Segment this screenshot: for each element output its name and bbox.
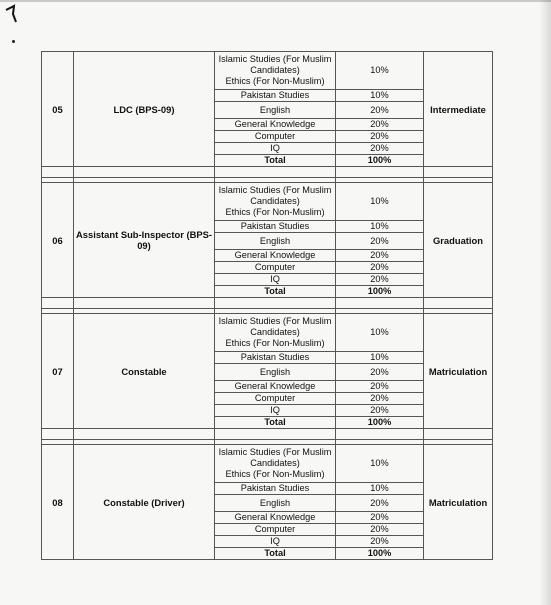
post-title: Constable (Driver) <box>74 445 215 560</box>
separator-cell <box>424 167 493 178</box>
table-row <box>42 314 493 352</box>
marks-cell: 10% <box>336 352 424 364</box>
marks-cell: 100% <box>336 286 424 298</box>
marks-cell: 20% <box>336 233 424 250</box>
marks-cell: 20% <box>336 250 424 262</box>
subject-cell: Pakistan Studies <box>215 90 336 102</box>
table-row <box>42 445 493 483</box>
marks-cell: 20% <box>336 536 424 548</box>
subject-cell <box>215 183 336 221</box>
separator-cell <box>336 167 424 178</box>
marks-cell: 10% <box>336 221 424 233</box>
separator-cell <box>215 167 336 178</box>
subject-cell: General Knowledge <box>215 512 336 524</box>
subject-cell: General Knowledge <box>215 250 336 262</box>
subject-cell: English <box>215 495 336 512</box>
subject-cell: Total <box>215 548 336 560</box>
scan-right-shadow <box>539 0 551 605</box>
separator-row <box>42 298 493 309</box>
marks-cell: 100% <box>336 417 424 429</box>
marks-cell: 20% <box>336 262 424 274</box>
subject-cell <box>215 445 336 483</box>
exam-syllabus-table <box>41 51 493 560</box>
qualification: Matriculation <box>424 314 493 429</box>
subject-cell: Pakistan Studies <box>215 352 336 364</box>
subject-islamiat: Islamic Studies (For Muslim Candidates) <box>218 54 332 75</box>
marks-cell: 20% <box>336 381 424 393</box>
marks-cell: 20% <box>336 364 424 381</box>
separator-row <box>42 429 493 440</box>
subject-cell: English <box>215 233 336 250</box>
subject-ethics: Ethics (For Non-Muslim) <box>225 76 325 86</box>
marks-cell: 20% <box>336 143 424 155</box>
marks-cell: 20% <box>336 274 424 286</box>
marks-cell: 20% <box>336 131 424 143</box>
qualification: Intermediate <box>424 52 493 167</box>
marks-cell: 100% <box>336 548 424 560</box>
separator-cell <box>42 167 74 178</box>
marks-cell: 10% <box>336 90 424 102</box>
subject-cell: Computer <box>215 524 336 536</box>
separator-cell <box>424 298 493 309</box>
marks-cell: 10% <box>336 52 424 90</box>
marks-cell: 10% <box>336 483 424 495</box>
separator-cell <box>336 429 424 440</box>
marks-cell: 100% <box>336 155 424 167</box>
separator-cell <box>215 298 336 309</box>
subject-cell: English <box>215 102 336 119</box>
scan-top-edge <box>0 0 551 2</box>
separator-cell <box>74 429 215 440</box>
marks-cell: 10% <box>336 314 424 352</box>
marks-cell: 20% <box>336 524 424 536</box>
post-title: Assistant Sub-Inspector (BPS-09) <box>74 183 215 298</box>
post-title: Constable <box>74 314 215 429</box>
post-title: LDC (BPS-09) <box>74 52 215 167</box>
subject-ethics: Ethics (For Non-Muslim) <box>225 338 325 348</box>
subject-cell: General Knowledge <box>215 119 336 131</box>
separator-cell <box>42 429 74 440</box>
marks-cell: 10% <box>336 183 424 221</box>
post-number: 07 <box>42 314 74 429</box>
subject-cell: Total <box>215 155 336 167</box>
separator-cell <box>424 429 493 440</box>
post-number: 08 <box>42 445 74 560</box>
subject-cell: Computer <box>215 262 336 274</box>
subject-cell: IQ <box>215 405 336 417</box>
separator-row <box>42 167 493 178</box>
subject-cell: Total <box>215 417 336 429</box>
marks-cell: 20% <box>336 495 424 512</box>
subject-cell: Pakistan Studies <box>215 221 336 233</box>
qualification: Matriculation <box>424 445 493 560</box>
subject-cell: Pakistan Studies <box>215 483 336 495</box>
table-row <box>42 52 493 90</box>
subject-cell <box>215 314 336 352</box>
subject-islamiat: Islamic Studies (For Muslim Candidates) <box>218 185 332 206</box>
marks-cell: 20% <box>336 119 424 131</box>
subject-islamiat: Islamic Studies (For Muslim Candidates) <box>218 316 332 337</box>
post-number: 05 <box>42 52 74 167</box>
marks-cell: 10% <box>336 445 424 483</box>
scan-artifact-dot <box>12 40 15 43</box>
marks-cell: 20% <box>336 512 424 524</box>
subject-cell: English <box>215 364 336 381</box>
separator-cell <box>74 167 215 178</box>
qualification: Graduation <box>424 183 493 298</box>
table-row <box>42 183 493 221</box>
subject-cell <box>215 52 336 90</box>
separator-cell <box>215 429 336 440</box>
marks-cell: 20% <box>336 102 424 119</box>
separator-cell <box>336 298 424 309</box>
subject-ethics: Ethics (For Non-Muslim) <box>225 469 325 479</box>
marks-cell: 20% <box>336 405 424 417</box>
subject-islamiat: Islamic Studies (For Muslim Candidates) <box>218 447 332 468</box>
subject-cell: Computer <box>215 393 336 405</box>
separator-cell <box>42 298 74 309</box>
separator-cell <box>74 298 215 309</box>
post-number: 06 <box>42 183 74 298</box>
marks-cell: 20% <box>336 393 424 405</box>
subject-cell: IQ <box>215 143 336 155</box>
subject-cell: Computer <box>215 131 336 143</box>
subject-cell: IQ <box>215 274 336 286</box>
subject-cell: General Knowledge <box>215 381 336 393</box>
subject-cell: Total <box>215 286 336 298</box>
subject-ethics: Ethics (For Non-Muslim) <box>225 207 325 217</box>
subject-cell: IQ <box>215 536 336 548</box>
scan-artifact-mark <box>5 4 17 24</box>
